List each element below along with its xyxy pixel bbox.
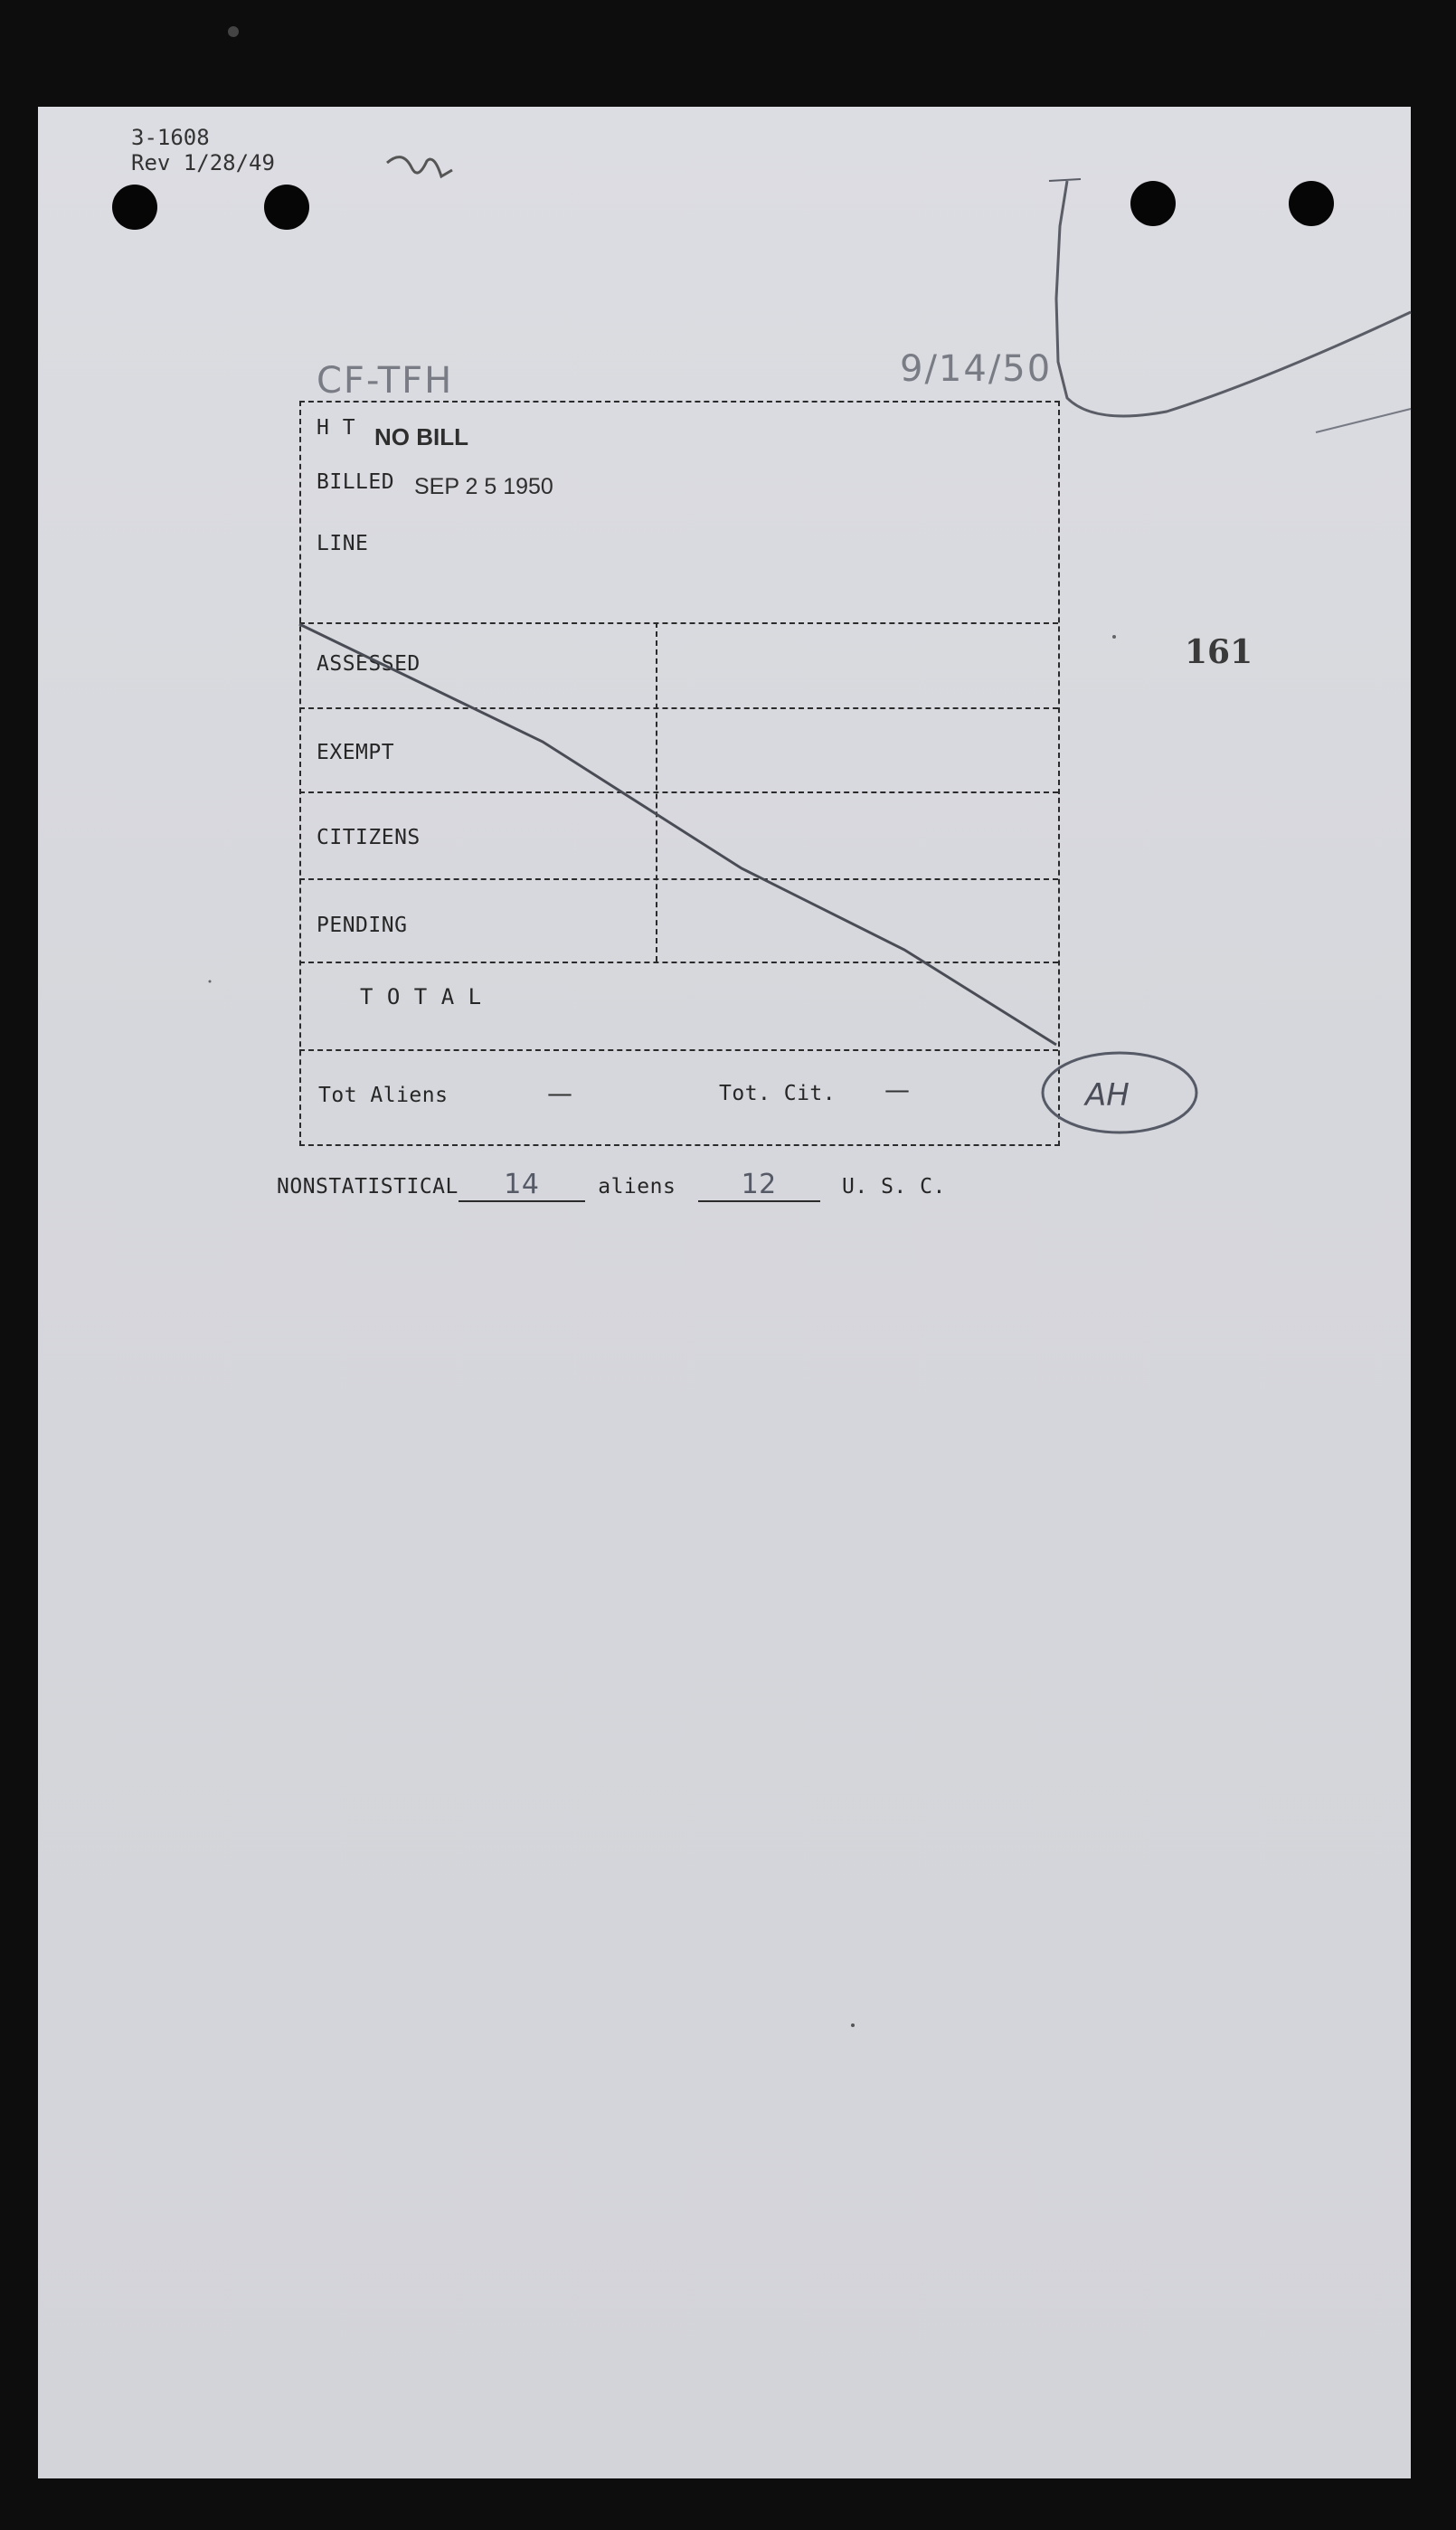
- form-revision: Rev 1/28/49: [131, 150, 275, 175]
- tot-aliens-label: Tot Aliens: [318, 1084, 449, 1107]
- row-label-citizens: CITIZENS: [317, 826, 421, 849]
- form-code: 3-1608: [131, 125, 210, 150]
- pen-stroke: [1316, 409, 1411, 432]
- pen-stroke: [1049, 179, 1081, 181]
- handwritten-initials: CF-TFH: [317, 360, 454, 402]
- nonstatistical-label: NONSTATISTICAL: [277, 1175, 459, 1199]
- ink-speck: [851, 2023, 855, 2027]
- ink-speck: [209, 981, 212, 983]
- row-label-exempt: EXEMPT: [317, 741, 395, 764]
- tot-aliens-value: —: [547, 1078, 572, 1108]
- total-label: T O T A L: [360, 984, 482, 1009]
- ht-label: H T: [317, 416, 356, 440]
- tot-cit-label: Tot. Cit.: [719, 1082, 837, 1105]
- line-label: LINE: [317, 532, 369, 555]
- handwritten-date: 9/14/50: [900, 348, 1053, 390]
- row-label-pending: PENDING: [317, 914, 408, 937]
- billed-date-stamp: SEP 2 5 1950: [414, 474, 553, 499]
- row-label-assessed: ASSESSED: [317, 652, 421, 676]
- page-number: 161: [1185, 633, 1253, 671]
- nonstatistical-usc-label: U. S. C.: [842, 1175, 946, 1199]
- nonstatistical-aliens-label: aliens: [598, 1175, 676, 1199]
- ink-speck: [228, 26, 239, 37]
- tot-cit-value: —: [884, 1075, 910, 1104]
- no-bill-stamp: NO BILL: [374, 423, 468, 450]
- billed-label: BILLED: [317, 470, 395, 494]
- ink-speck: [1112, 635, 1116, 639]
- nonstatistical-usc-value: 12: [698, 1169, 820, 1202]
- bracket-curve-line: [1056, 181, 1411, 416]
- handwritten-initials-circled: AH: [1085, 1077, 1130, 1113]
- nonstatistical-aliens-value: 14: [459, 1169, 585, 1202]
- scribble-mark: [387, 157, 452, 176]
- diagonal-strike-line: [299, 624, 1056, 1045]
